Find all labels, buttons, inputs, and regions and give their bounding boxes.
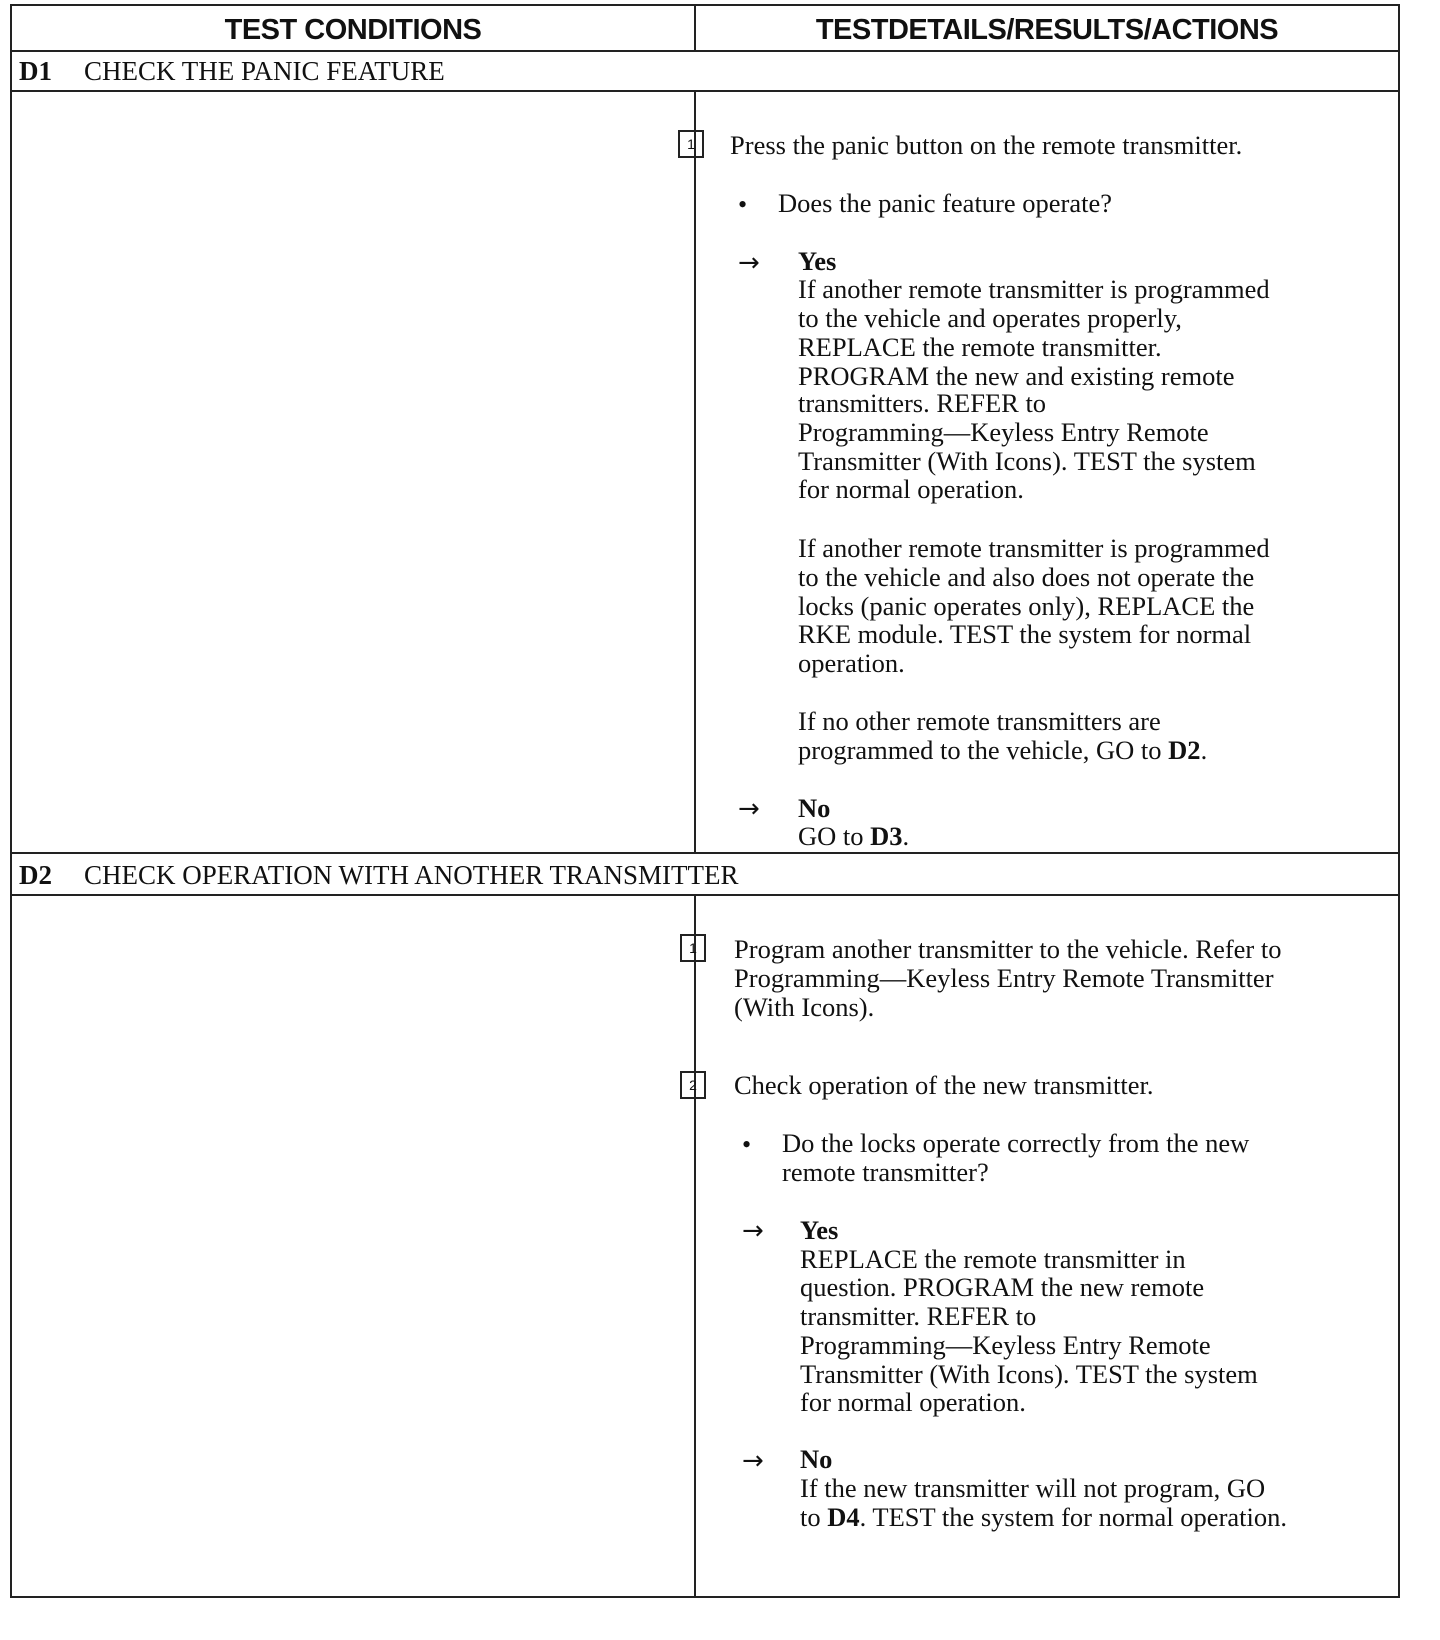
- d1-yes-p1-line: to the vehicle and operates properly,: [798, 303, 1182, 333]
- d2-question-line: Do the locks operate correctly from the new: [782, 1128, 1250, 1158]
- section-d1-id: D1: [19, 56, 52, 86]
- d2-yes-line: REPLACE the remote transmitter in: [800, 1244, 1186, 1274]
- d2-no-ref-d4: D4: [827, 1502, 860, 1532]
- section-d1-name: CHECK THE PANIC FEATURE: [84, 56, 445, 86]
- d1-yes-arrow-icon: →: [738, 248, 760, 278]
- d1-no-text: [798, 821, 909, 851]
- d2-question-bullet: •: [742, 1130, 752, 1159]
- d1-yes-p1-line: PROGRAM the new and existing remote: [798, 361, 1235, 391]
- d2-yes-arrow-icon: →: [742, 1216, 764, 1246]
- d1-yes-p1-line: Transmitter (With Icons). TEST the system: [798, 446, 1256, 476]
- d2-step2-text: Check operation of the new transmitter.: [734, 1070, 1154, 1100]
- d2-no-line2: [800, 1502, 1287, 1532]
- d1-yes-p1-line: REPLACE the remote transmitter.: [798, 332, 1162, 362]
- d1-yes-p3-text: programmed to the vehicle, GO to: [798, 735, 1169, 765]
- d2-step2-number: 2: [680, 1071, 706, 1099]
- d2-yes-line: question. PROGRAM the new remote: [800, 1272, 1205, 1302]
- d1-yes-p1-line: for normal operation.: [798, 474, 1024, 504]
- d1-step1-text: Press the panic button on the remote transmitter.: [730, 130, 1243, 160]
- d2-yes-line: for normal operation.: [800, 1387, 1026, 1417]
- d1-no-ref-d3: D3: [870, 821, 903, 851]
- header-test-details: TESTDETAILS/RESULTS/ACTIONS: [815, 14, 1279, 46]
- d1-yes-p2-line: operation.: [798, 648, 905, 678]
- d1-yes-p2-line: If another remote transmitter is programmed: [798, 533, 1270, 563]
- table-header: [12, 6, 1398, 52]
- d2-question-line: remote transmitter?: [782, 1157, 989, 1187]
- d1-yes-p2-line: locks (panic operates only), REPLACE the: [798, 591, 1255, 621]
- d1-no-end: .: [902, 821, 910, 851]
- d2-step1-line: Programming—Keyless Entry Remote Transmitter: [734, 963, 1274, 993]
- d1-yes-p1-line: If another remote transmitter is programmed: [798, 274, 1270, 304]
- d1-step1-number: 1: [678, 130, 704, 158]
- d1-yes-p1-line: Programming—Keyless Entry Remote: [798, 417, 1209, 447]
- d1-yes-p3-line1: If no other remote transmitters are: [798, 706, 1161, 736]
- d1-column-divider: [694, 92, 696, 852]
- header-test-conditions: TEST CONDITIONS: [12, 6, 696, 50]
- section-d2-id: D2: [19, 860, 52, 890]
- d2-yes-line: transmitter. REFER to: [800, 1301, 1037, 1331]
- d1-no-arrow-icon: →: [738, 794, 760, 824]
- d2-yes-line: Programming—Keyless Entry Remote: [800, 1330, 1211, 1360]
- d2-no-line1: If the new transmitter will not program, GO: [800, 1473, 1266, 1503]
- d1-yes-p2-line: RKE module. TEST the system for normal: [798, 619, 1252, 649]
- d2-no-pre: to: [800, 1502, 828, 1532]
- d1-no-goto: GO to: [798, 821, 871, 851]
- d2-yes-label: Yes: [800, 1215, 839, 1245]
- d1-yes-p2-line: to the vehicle and also does not operate the: [798, 562, 1255, 592]
- d1-no-label: No: [798, 793, 831, 823]
- d1-question-bullet: •: [738, 190, 748, 219]
- d1-yes-p3-end: .: [1200, 735, 1208, 765]
- d2-yes-line: Transmitter (With Icons). TEST the system: [800, 1359, 1258, 1389]
- d1-yes-p3-ref-d2: D2: [1168, 735, 1201, 765]
- section-d1-title: [12, 50, 1398, 92]
- d1-yes-p1-line: transmitters. REFER to: [798, 388, 1047, 418]
- diagnostic-table: [10, 4, 1400, 1598]
- d1-yes-p3-line2: [798, 735, 1207, 765]
- section-d2-title: [12, 854, 1398, 896]
- d2-step1-number: 1: [680, 934, 706, 962]
- section-d2-name: CHECK OPERATION WITH ANOTHER TRANSMITTER: [84, 860, 739, 890]
- d2-column-divider: [694, 896, 696, 1596]
- d1-yes-label: Yes: [798, 246, 837, 276]
- d2-no-post: . TEST the system for normal operation.: [859, 1502, 1288, 1532]
- d2-step1-line: Program another transmitter to the vehicle. Refer to: [734, 934, 1282, 964]
- d2-step1-line: (With Icons).: [734, 992, 875, 1022]
- d1-question: Does the panic feature operate?: [778, 188, 1113, 218]
- d2-no-arrow-icon: →: [742, 1446, 764, 1476]
- d2-no-label: No: [800, 1444, 833, 1474]
